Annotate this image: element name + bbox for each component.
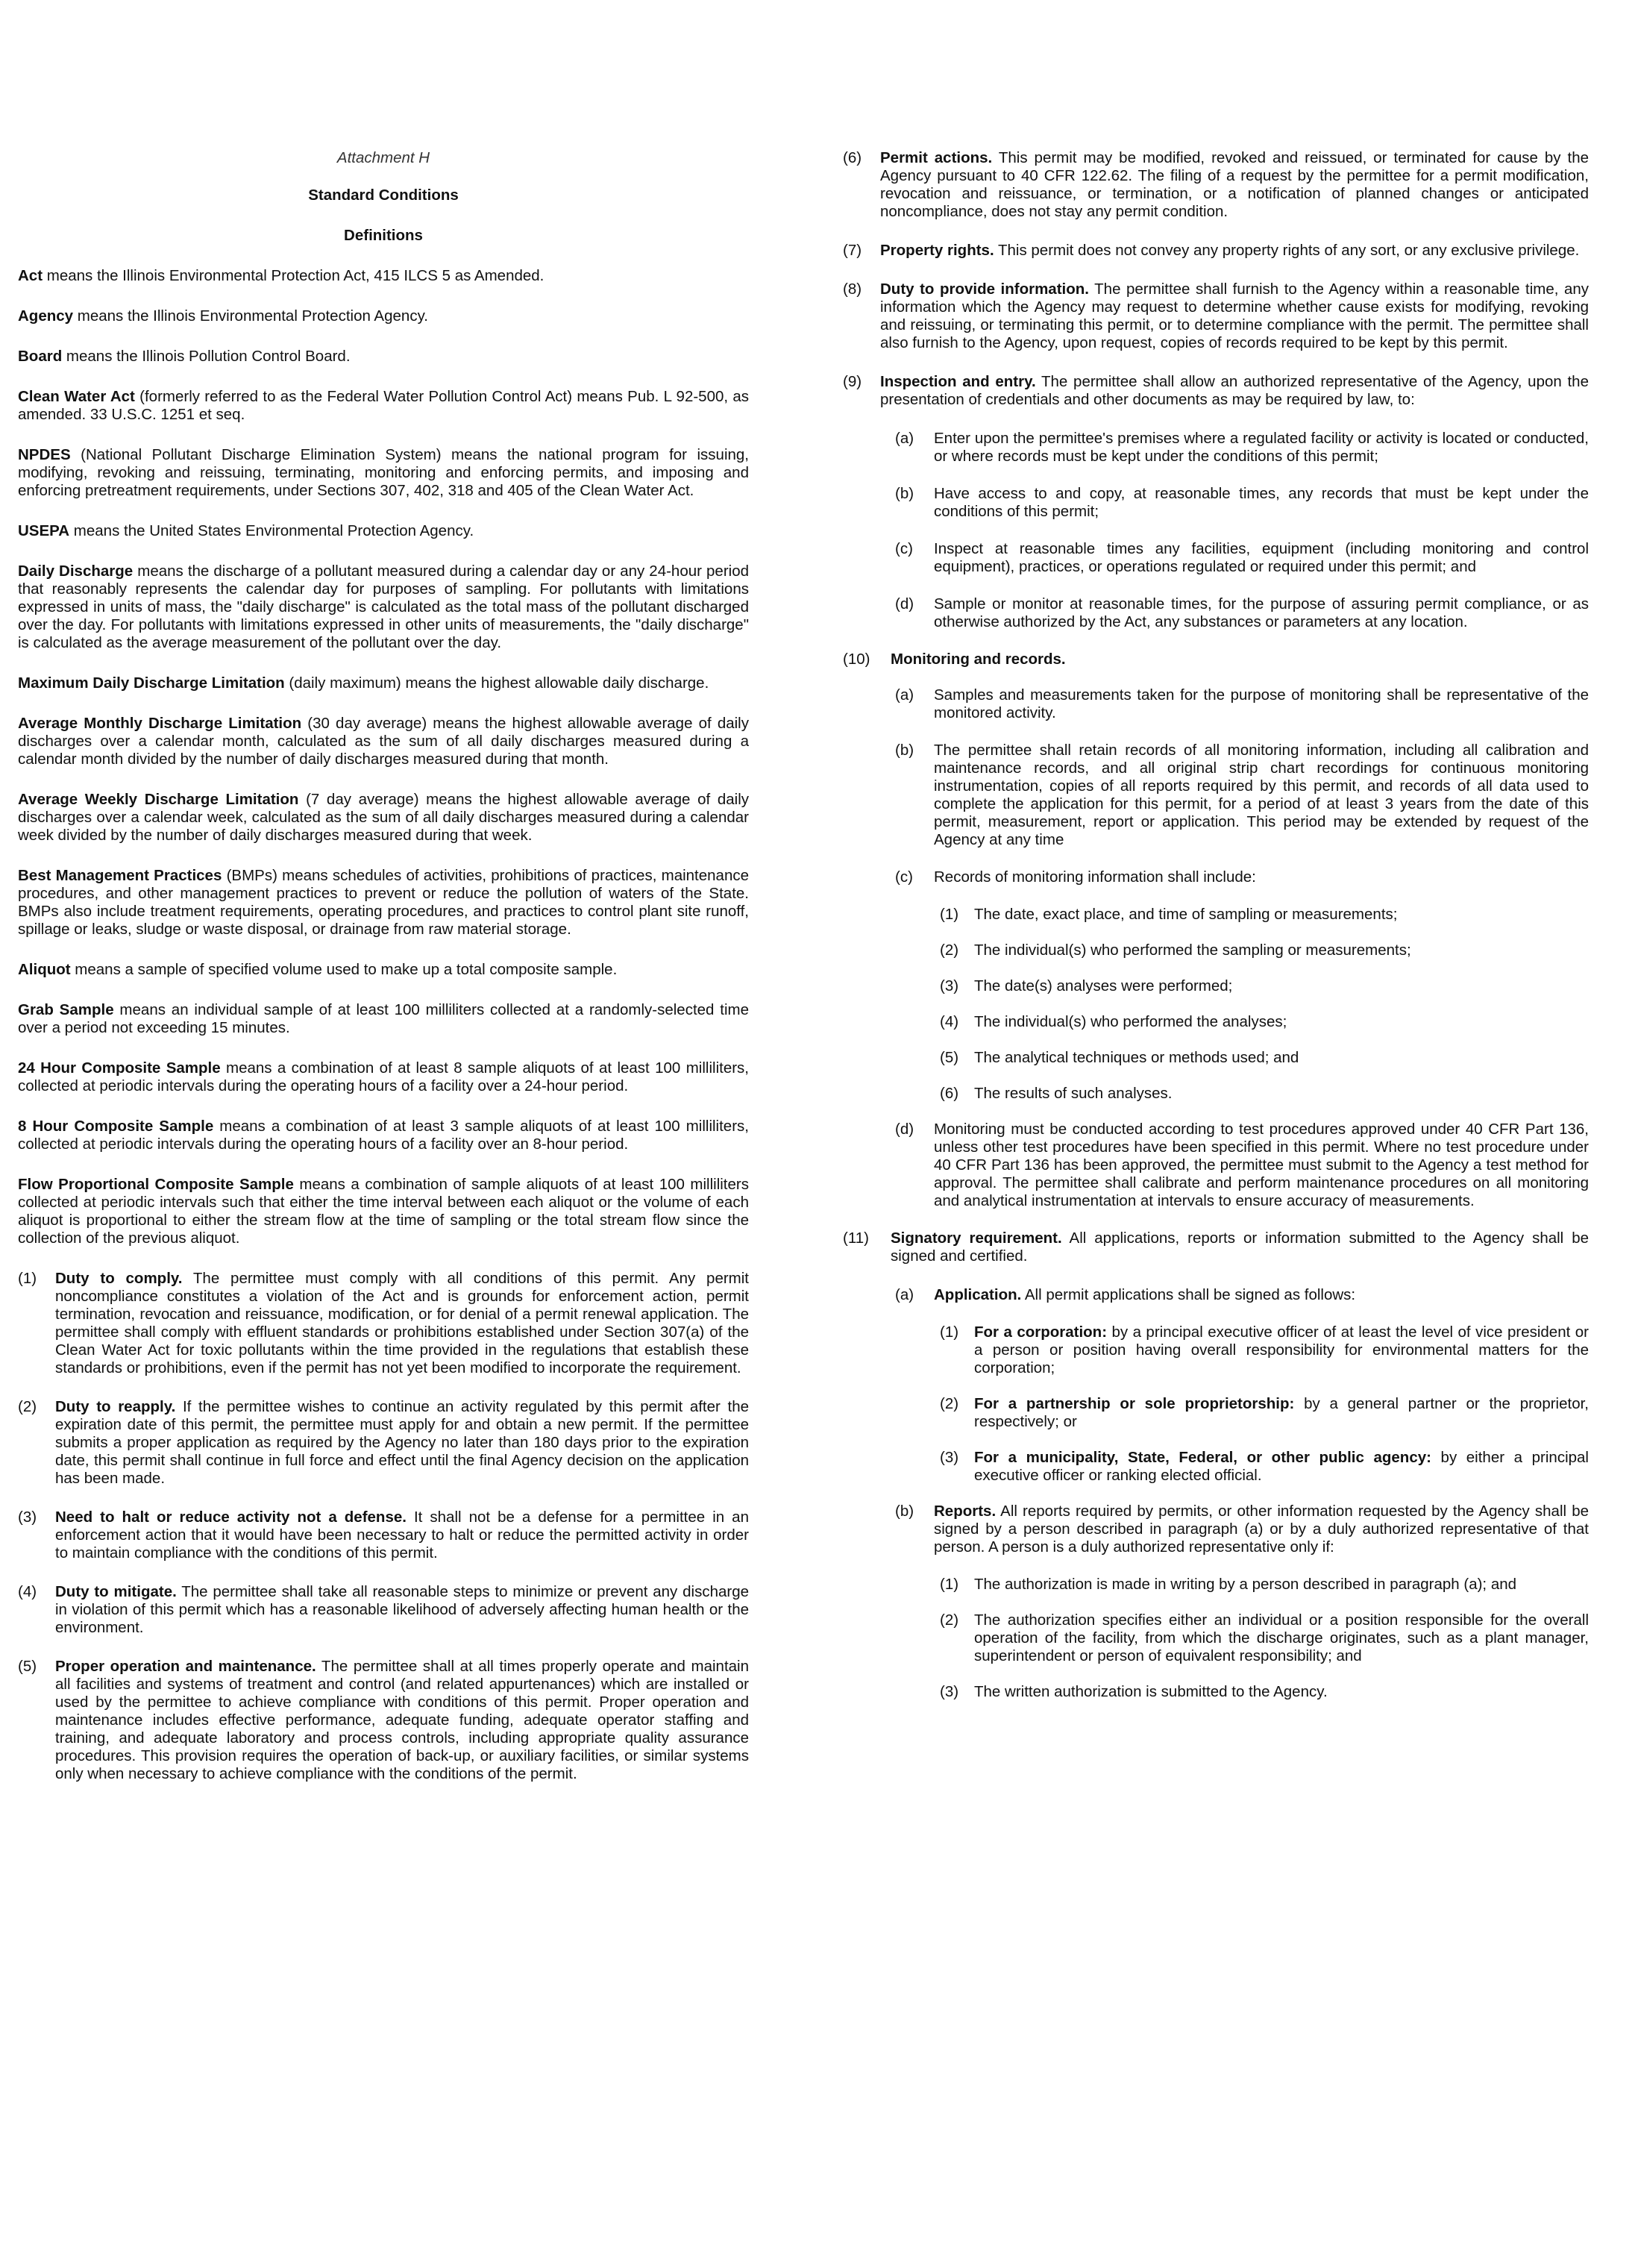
definition: Board means the Illinois Pollution Control Board. [18, 348, 351, 365]
condition-number: (7) [843, 242, 862, 259]
definition: Best Management Practices (BMPs) means schedules of activities, prohibitions of practices, maintenance procedures, and other management practices to prevent or reduce the pollution of waters of the State. BMPs also include treatment requirements, operating procedures, and practices to control plant site runoff, spillage or leaks, sludge or waste disposal, or drainage from raw material storage. [18, 867, 750, 938]
definition: Clean Water Act (formerly referred to as the Federal Water Pollution Control Act) means Pub. L 92-500, as amended. 33 U.S.C. 1251 et seq. [18, 388, 750, 423]
condition-number: (10) [843, 651, 870, 668]
condition-need-to-halt: (3) Need to halt or reduce activity not a defense. It shall not be a defense for a permittee in an enforcement action that it would have been necessary to halt or reduce the permitted activity in order to maintain compliance with the conditions of this permit. [18, 1509, 749, 1561]
signatory-item: (3) For a municipality, State, Federal, or other public agency: by either a principal executive officer or ranking elected official. [940, 1449, 1589, 1484]
condition-duty-to-mitigate: (4) Duty to mitigate. The permittee shall take all reasonable steps to minimize or prevent any discharge in violation of this permit which has a reasonable likelihood of adversely affecting human health or the environment. [18, 1583, 749, 1636]
condition-permit-actions: (6) Permit actions. This permit may be modified, revoked and reissued, or terminated for cause by the Agency pursuant to 40 CFR 122.62. The filing of a request by the permittee for a permit modification, revocation and reissuance, or termination, or a notification of planned changes or anticipated noncompliance, does not stay any permit condition. [843, 149, 1590, 220]
definition: Daily Discharge means the discharge of a pollutant measured during a calendar day or any 24-hour period that reasonably represents the calendar day for purposes of sampling. For pollutants with limitations expressed in units of mass, the "daily discharge" is calculated as the total mass of the pollutant discharged over the day. For pollutants with limitations expressed in other units of measurements, the "daily discharge" is calculated as the average measurement of the pollutant over the day. [18, 563, 750, 651]
authorization-item: (3) The written authorization is submitted to the Agency. [940, 1683, 1328, 1700]
left-column [18, 149, 749, 1804]
definition: 8 Hour Composite Sample means a combination of at least 3 sample aliquots of at least 100 milliliters, collected at periodic intervals during the operating hours of a facility over an 8-hour period. [18, 1118, 749, 1153]
subitem: (a) Samples and measurements taken for the purpose of monitoring shall be representative of the monitored activity. [895, 686, 1589, 721]
subitem: (b) Reports. All reports required by permits, or other information requested by the Agency shall be signed by a person described in paragraph (a) or by a duly authorized representative of that person. A person is a duly authorized representative only if: [895, 1503, 1589, 1556]
definitions-list [18, 267, 749, 1247]
document-title: Standard Conditions [308, 187, 459, 204]
condition-number: (3) [18, 1509, 37, 1526]
condition-number: (5) [18, 1658, 37, 1675]
record-item: (2) The individual(s) who performed the sampling or measurements; [940, 942, 1411, 959]
condition-number: (6) [843, 149, 862, 166]
condition-inspection-and-entry: (9) Inspection and entry. The permittee shall allow an authorized representative of the Agency, upon the presentation of credentials and other documents as may be required by law, to: [843, 373, 1589, 408]
subitem: (a) Enter upon the permittee's premises where a regulated facility or activity is located or conducted, or where records must be kept under the conditions of this permit; [895, 430, 1589, 465]
condition-proper-operation: (5) Proper operation and maintenance. The permittee shall at all times properly operate and maintain all facilities and systems of treatment and control (and related appurtenances) which are installed or used by the permittee to achieve compliance with conditions of this permit. Proper operation and maintenance includes effective performance, adequate funding, adequate operator staffing and training, and adequate laboratory and process controls, including appropriate quality assurance procedures. This provision requires the operation of back-up, or auxiliary facilities, or similar systems only when necessary to achieve compliance with the conditions of the permit. [18, 1658, 750, 1782]
signatory-item: (1) For a corporation: by a principal executive officer of at least the level of vice president or a person or position having overall responsibility for environmental matters for the corporation; [940, 1323, 1589, 1376]
condition-property-rights: (7) Property rights. This permit does not convey any property rights of any sort, or any exclusive privilege. [843, 242, 1580, 259]
record-item: (3) The date(s) analyses were performed; [940, 977, 1233, 994]
authorization-item: (2) The authorization specifies either an individual or a position responsible for the overall operation of the facility, from which the discharge originates, such as a plant manager, superintendent or person of equivalent responsibility; and [940, 1611, 1589, 1664]
subitem: (c) Records of monitoring information shall include: [895, 868, 1256, 886]
definition: Grab Sample means an individual sample of at least 100 milliliters collected at a randomly-selected time over a period not exceeding 15 minutes. [18, 1001, 749, 1036]
record-item: (1) The date, exact place, and time of sampling or measurements; [940, 906, 1398, 923]
record-item: (6) The results of such analyses. [940, 1085, 1173, 1102]
definition: Maximum Daily Discharge Limitation (daily maximum) means the highest allowable daily discharge. [18, 674, 709, 692]
subitem: (c) Inspect at reasonable times any facilities, equipment (including monitoring and control equipment), practices, or operations regulated or required under this permit; and [895, 540, 1589, 575]
condition-signatory-requirement: (11) Signatory requirement. All applications, reports or information submitted to the Agency shall be signed and certified. [843, 1229, 1589, 1265]
condition-duty-to-comply: (1) Duty to comply. The permittee must comply with all conditions of this permit. Any permit noncompliance constitutes a violation of the Act and is grounds for enforcement action, permit termination, revocation and reissuance, modification, or for denial of a permit renewal application. The permittee shall comply with effluent standards or prohibitions established under Section 307(a) of the Clean Water Act for toxic pollutants within the time provided in the regulations that establish these standards or prohibitions, even if the permit has not yet been modified to incorporate the requirement. [18, 1270, 749, 1376]
subitem: (d) Monitoring must be conducted according to test procedures approved under 40 CFR Part 136, unless other test procedures have been specified in this permit. Where no test procedure under 40 CFR Part 136 has been approved, the permittee must submit to the Agency a test method for approval. The permittee shall calibrate and perform maintenance procedures on all monitoring and analytical instrumentation at intervals to ensure accuracy of measurements. [895, 1121, 1589, 1209]
condition-duty-to-provide-information: (8) Duty to provide information. The permittee shall furnish to the Agency within a reasonable time, any information which the Agency may request to determine whether cause exists for modifying, revoking and reissuing, or terminating this permit, or to determine compliance with the permit. The permittee shall also furnish to the Agency, upon request, copies of records required to be kept by this permit. [843, 281, 1590, 351]
right-column [843, 149, 1589, 1719]
definition: Flow Proportional Composite Sample means a combination of sample aliquots of at least 100 milliliters collected at periodic intervals such that either the time interval between each aliquot or the volume of each aliquot is proportional to either the stream flow at the time of sampling or the total stream flow since the collection of the previous aliquot. [18, 1176, 749, 1247]
condition-number: (4) [18, 1583, 37, 1600]
condition-number: (1) [18, 1270, 37, 1287]
condition-number: (8) [843, 281, 862, 298]
conditions-list-left [18, 1270, 749, 1783]
definition: USEPA means the United States Environmental Protection Agency. [18, 522, 474, 539]
definition: Act means the Illinois Environmental Protection Act, 415 ILCS 5 as Amended. [18, 267, 545, 284]
definition: Aliquot means a sample of specified volume used to make up a total composite sample. [18, 961, 618, 978]
definition: Average Monthly Discharge Limitation (30 day average) means the highest allowable average of daily discharges over a calendar month, calculated as the sum of all daily discharges measured during a calendar month divided by the number of daily discharges measured during that month. [18, 715, 749, 768]
condition-duty-to-reapply: (2) Duty to reapply. If the permittee wishes to continue an activity regulated by this permit after the expiration date of this permit, the permittee must apply for and obtain a new permit. If the permittee submits a proper application as required by the Agency no later than 180 days prior to the expiration date, this permit shall continue in full force and effect until the final Agency decision on the application has been made. [18, 1398, 750, 1487]
subitem: (b) The permittee shall retain records of all monitoring information, including all calibration and maintenance records, and all original strip chart recordings for continuous monitoring instrumentation, copies of all reports required by this permit, and records of all data used to complete the application for this permit, for a period of at least 3 years from the date of this permit, measurement, report or application. This period may be extended by request of the Agency at any time [895, 742, 1589, 848]
subitem: (b) Have access to and copy, at reasonable times, any records that must be kept under the conditions of this permit; [895, 485, 1589, 520]
subitem: (d) Sample or monitor at reasonable times, for the purpose of assuring permit compliance, or as otherwise authorized by the Act, any substances or parameters at any location. [895, 595, 1589, 630]
condition-number: (9) [843, 373, 862, 390]
definition: NPDES (National Pollutant Discharge Elimination System) means the national program for issuing, modifying, revoking and reissuing, terminating, monitoring and enforcing permits, and imposing and enforcing pretreatment requirements, under Sections 307, 402, 318 and 405 of the Clean Water Act. [18, 446, 749, 499]
subitem: (a) Application. All permit applications shall be signed as follows: [895, 1286, 1356, 1303]
section-heading-definitions: Definitions [344, 227, 423, 244]
condition-monitoring-and-records: (10) Monitoring and records. [843, 651, 1066, 668]
record-item: (5) The analytical techniques or methods used; and [940, 1049, 1299, 1066]
record-item: (4) The individual(s) who performed the analyses; [940, 1013, 1287, 1030]
signatory-item: (2) For a partnership or sole proprietorship: by a general partner or the proprietor, respectively; or [940, 1395, 1589, 1430]
authorization-item: (1) The authorization is made in writing by a person described in paragraph (a); and [940, 1576, 1517, 1593]
condition-number: (2) [18, 1398, 37, 1415]
definition: 24 Hour Composite Sample means a combination of at least 8 sample aliquots of at least 100 milliliters, collected at periodic intervals during the operating hours of a facility over a 24-hour period. [18, 1059, 749, 1094]
attachment-label: Attachment H [336, 149, 430, 166]
definition: Agency means the Illinois Environmental Protection Agency. [18, 307, 428, 325]
condition-number: (11) [843, 1229, 869, 1247]
definition: Average Weekly Discharge Limitation (7 day average) means the highest allowable average of daily discharges over a calendar week, calculated as the sum of all daily discharges measured during a calendar week divided by the number of daily discharges measured during that week. [18, 791, 749, 844]
